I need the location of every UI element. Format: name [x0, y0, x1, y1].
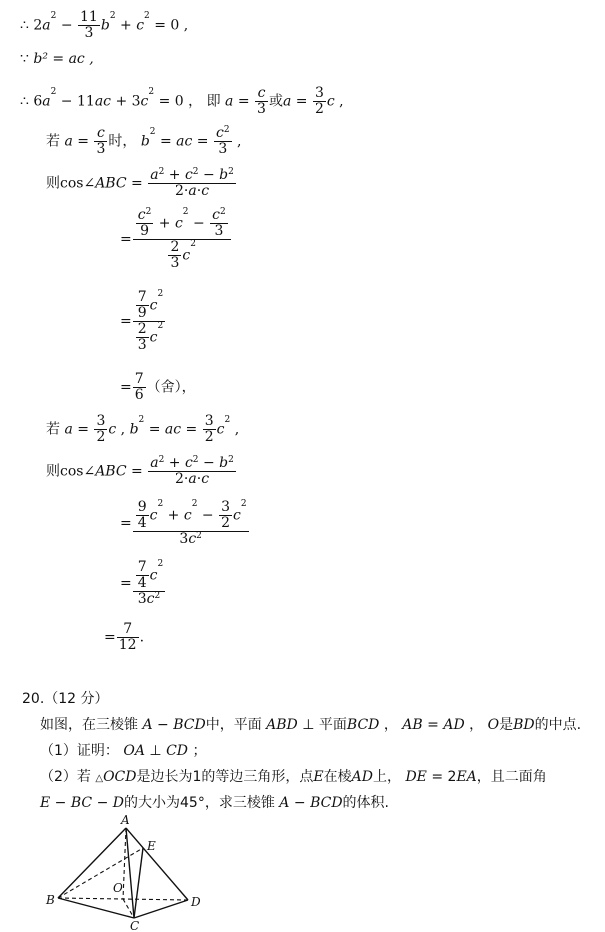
line-4: 若 a = $\frac{c}{3}$ 时， $b^2$ = ac = $\frac{c^2}{3}$ ,	[46, 125, 242, 157]
line-5: 则cos∠ABC = $\frac{a^2 + c^2 - b^2}{2\cdot a\cdot c}$	[46, 167, 234, 199]
line-13: = $\frac{7}{12}$ .	[104, 621, 145, 653]
intro-text: 平面	[318, 717, 347, 733]
problem-part2: （2）若 △OCD是边长为1的等边三角形，点E在棱AD上， DE = 2EA，且二面角	[40, 769, 547, 785]
ruo-text: 若	[46, 133, 60, 150]
intro-text: 中，平面	[205, 717, 262, 733]
part2-text: 上，	[373, 769, 401, 785]
therefore-symbol: ∴	[20, 17, 29, 34]
intro-text: 的中点.	[534, 717, 582, 733]
part2-text: 的体积.	[342, 795, 389, 811]
problem-part1: （1）证明： OA ⊥ CD ；	[40, 743, 207, 759]
line-6: = $\frac{c^2}{9}$ + $c^2$ − $\frac{c^2}{3}$ $\frac{2}{3}$ $c^2$	[120, 208, 232, 271]
result-numerator: 7	[117, 622, 139, 638]
problem-intro: 如图，在三棱锥 A − BCD中，平面 ABD ⊥ 平面BCD ， AB = AD ， O是BD的中点.	[40, 717, 582, 733]
fraction: $\frac{11}{3}$	[80, 9, 98, 41]
line-3: ∴ $6a^2 - 11ac + 3c^2 = 0$ ， 即 a = $\frac{c}{3}$ 或a = $\frac{3}{2}$ c ,	[20, 85, 344, 117]
ze-text: 则	[46, 175, 60, 192]
equation-text: b² = ac ,	[33, 51, 94, 67]
equation-tail: = 0 ,	[154, 17, 189, 34]
part2-text: 是边长为1的等边三角形，点	[136, 769, 314, 785]
intro-text: 如图，在三棱锥	[40, 717, 138, 733]
line-9: 若 a = $\frac{3}{2}$ c , $b^2$ = ac = $\frac{3}{2}$ $c^2$ ,	[46, 413, 240, 445]
label-b: B	[46, 893, 55, 907]
label-c: C	[130, 919, 140, 932]
intro-text: 是	[499, 717, 514, 733]
line-11: = $\frac{9}{4}$ $c^2 + c^2$ − $\frac{3}{2}$ $c^2$ $3c^2$	[120, 499, 247, 547]
label-d: D	[191, 895, 201, 909]
shi-text: 时，	[108, 133, 137, 150]
line-7: = $\frac{7}{9}$ $c^2$ $\frac{2}{3}$ $c^2$	[120, 289, 164, 353]
problem-number: 20.	[22, 691, 45, 707]
label-a: A	[121, 813, 130, 827]
result-denominator: 12	[118, 637, 137, 653]
problem-part2-cont: E − BC − D的大小为45°，求三棱锥 A − BCD的体积.	[40, 795, 389, 811]
problem-score: （12 分）	[44, 691, 109, 707]
line-10: 则cos∠ABC = $\frac{a^2 + c^2 - b^2}{2\cdot a\cdot c}$	[46, 455, 234, 487]
part2-text: 在棱	[323, 769, 352, 785]
because-symbol: ∵	[20, 51, 29, 67]
part2-text: 的大小为45°，求三棱锥	[124, 795, 275, 811]
equation-tail: = 0 ，	[158, 93, 203, 110]
label-o: O	[113, 881, 123, 895]
discard-text: （舍），	[146, 379, 196, 396]
label-e: E	[147, 839, 156, 853]
or-text: 或	[268, 93, 283, 110]
part2-label: （2）若	[40, 769, 91, 785]
line-1: ∴ $2a^2$ − $\frac{11}{3}$ $b^2 + c^2 = 0$ ,	[20, 9, 189, 41]
line-12: = $\frac{7}{4}$ $c^2$ $3c^2$	[120, 559, 164, 607]
part2-text: ，且二面角	[476, 769, 547, 785]
ji-text: 即	[206, 93, 221, 110]
part1-label: （1）证明：	[40, 743, 119, 759]
line-8: = $\frac{7}{6}$ （舍），	[120, 371, 196, 403]
